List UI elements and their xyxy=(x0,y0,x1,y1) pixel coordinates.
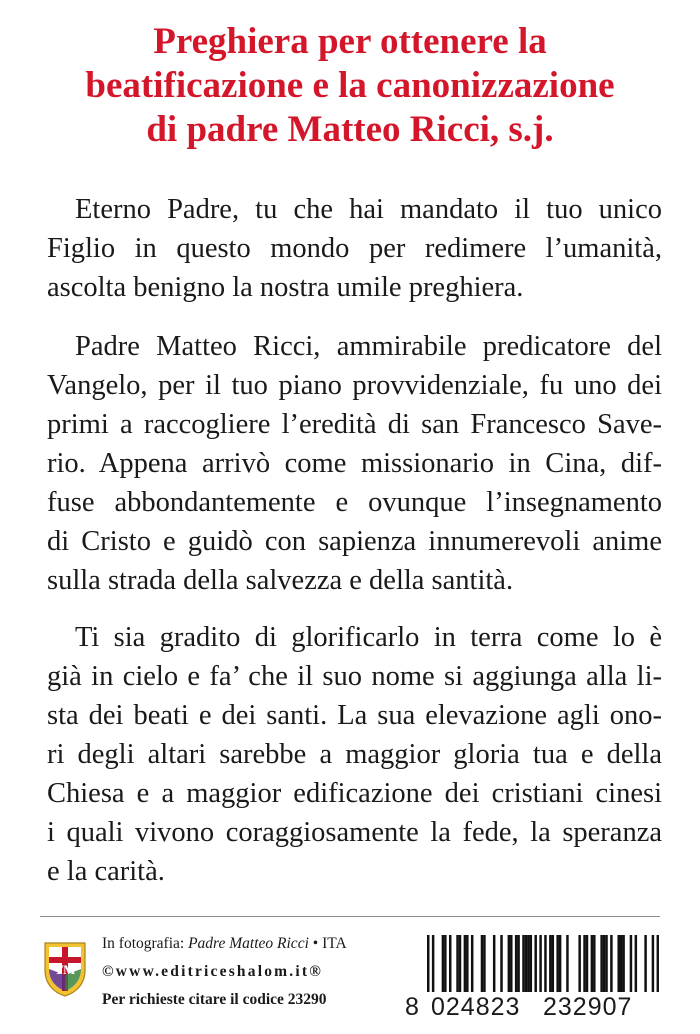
barcode-bar xyxy=(566,935,568,992)
photo-subject: Padre Matteo Ricci xyxy=(188,935,309,952)
barcode-bar xyxy=(605,935,607,992)
barcode-first-digit: 8 xyxy=(405,993,420,1021)
barcode-bar xyxy=(586,935,588,992)
barcode-right-group: 232907 xyxy=(543,993,633,1021)
barcode-bar xyxy=(530,935,532,992)
credits-block xyxy=(102,930,402,1014)
barcode-bar xyxy=(644,935,646,992)
prayer-paragraph-1 xyxy=(47,190,662,307)
prayer-title xyxy=(40,20,660,152)
paragraph-line: Chiesa e a maggior edificazione dei cristiani cinesi xyxy=(47,778,662,809)
barcode-bar xyxy=(652,935,654,992)
barcode-bar xyxy=(471,935,473,992)
barcode-bar xyxy=(593,935,595,992)
shalom-shield-logo-icon xyxy=(42,940,88,998)
publisher-website: ©www.editriceshalom.it® xyxy=(102,963,323,980)
barcode-bar xyxy=(510,935,512,992)
barcode-bar xyxy=(620,935,622,992)
paragraph-line: di Cristo e guidò con sapienza innumerevoli anime xyxy=(47,526,662,557)
paragraph-line: Padre Matteo Ricci, ammirabile predicatore del xyxy=(75,331,662,362)
barcode-bar xyxy=(508,935,510,992)
publisher-footer xyxy=(42,930,402,1020)
barcode-bar xyxy=(522,935,524,992)
paragraph-line: sulla strada della salvezza e della santità. xyxy=(47,565,514,596)
footer-divider xyxy=(40,916,660,917)
barcode-bar xyxy=(449,935,451,992)
barcode-bar xyxy=(515,935,517,992)
barcode-bar xyxy=(600,935,602,992)
barcode-bar xyxy=(466,935,468,992)
barcode-bar xyxy=(549,935,551,992)
paragraph-line: Vangelo, per il tuo piano provvidenziale, fu uno dei xyxy=(47,370,662,401)
paragraph-line: i quali vivono coraggiosamente la fede, la speranza xyxy=(47,817,662,848)
barcode-bar xyxy=(622,935,624,992)
barcode-bar xyxy=(456,935,458,992)
photo-credit-prefix: In fotografia: xyxy=(102,935,189,952)
request-code: Per richieste citare il codice 23290 xyxy=(102,991,327,1008)
barcode-bar xyxy=(525,935,527,992)
barcode-bar xyxy=(578,935,580,992)
barcode-bar xyxy=(630,935,632,992)
prayer-paragraph-3 xyxy=(47,618,662,891)
barcode-bar xyxy=(539,935,541,992)
barcode-bar xyxy=(583,935,585,992)
paragraph-line: ascolta benigno la nostra umile preghiera. xyxy=(47,272,524,303)
paragraph-line: e la carità. xyxy=(47,856,165,887)
barcode-bar xyxy=(459,935,461,992)
paragraph-line: Eterno Padre, tu che hai mandato il tuo unico xyxy=(75,194,662,225)
paragraph-line: già in cielo e fa’ che il suo nome si aggiunga alla li- xyxy=(47,661,662,692)
barcode-bar xyxy=(427,935,429,992)
paragraph-line: rio. Appena arrivò come missionario in Cina, dif- xyxy=(47,448,662,479)
barcode-bar xyxy=(464,935,466,992)
photo-credit xyxy=(102,930,402,958)
paragraph-line: Figlio in questo mondo per redimere l’umanità, xyxy=(47,233,662,264)
paragraph-line: sta dei beati e dei santi. La sua elevazione agli ono- xyxy=(47,700,662,731)
barcode-bar xyxy=(559,935,561,992)
barcode-bars xyxy=(427,935,659,992)
prayer-paragraph-2 xyxy=(47,327,662,600)
paragraph-line: Ti sia gradito di glorificarlo in terra come lo è xyxy=(75,622,662,653)
barcode-bar xyxy=(657,935,659,992)
barcode-bar xyxy=(534,935,536,992)
barcode-bar xyxy=(500,935,502,992)
paragraph-line: fuse abbondantemente e ovunque l’insegnamento xyxy=(47,487,662,518)
barcode-bar xyxy=(517,935,519,992)
barcode-bar xyxy=(432,935,434,992)
ean-barcode xyxy=(405,935,660,1025)
barcode-bar xyxy=(552,935,554,992)
title-line-3: di padre Matteo Ricci, s.j. xyxy=(146,109,554,150)
paragraph-line: ri degli altari sarebbe a maggior gloria tua e della xyxy=(47,739,662,770)
barcode-bar xyxy=(617,935,619,992)
barcode-left-group: 024823 xyxy=(431,993,521,1021)
barcode-bar xyxy=(481,935,483,992)
barcode-bar xyxy=(591,935,593,992)
title-line-2: beatificazione e la canonizzazione xyxy=(85,65,615,106)
barcode-bar xyxy=(493,935,495,992)
svg-text:TM: TM xyxy=(54,962,76,977)
paragraph-line: primi a raccogliere l’eredità di san Francesco Save- xyxy=(47,409,662,440)
barcode-bar xyxy=(635,935,637,992)
photo-credit-suffix: • ITA xyxy=(308,935,347,952)
barcode-bar xyxy=(527,935,529,992)
title-line-1: Preghiera per ottenere la xyxy=(153,21,547,62)
barcode-bar xyxy=(483,935,485,992)
barcode-bar xyxy=(444,935,446,992)
barcode-bar xyxy=(442,935,444,992)
barcode-bar xyxy=(544,935,546,992)
barcode-bar xyxy=(610,935,612,992)
barcode-bar xyxy=(603,935,605,992)
barcode-bar xyxy=(556,935,558,992)
